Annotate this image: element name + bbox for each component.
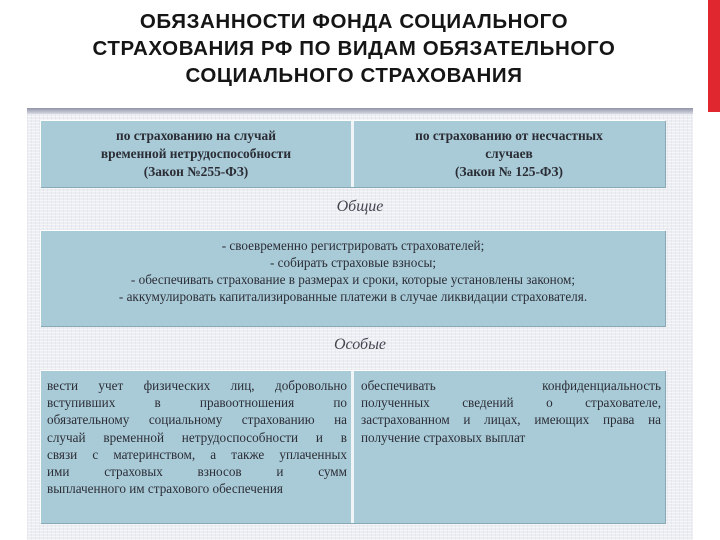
special-left-line-1: вести учет физических лиц, добровольно	[47, 378, 347, 393]
general-item-2: - собирать страховые взносы;	[269, 255, 437, 270]
general-duties-box	[40, 230, 665, 326]
table-header-row	[40, 120, 665, 187]
scanned-table-image	[27, 108, 693, 540]
title-line-3: СОЦИАЛЬНОГО СТРАХОВАНИЯ	[185, 64, 523, 87]
header-sickness-insurance	[41, 121, 351, 187]
general-duties-list	[41, 237, 665, 305]
special-left-line-2: вступивших в правоотношения по	[47, 395, 347, 411]
general-item-4: - аккумулировать капитализированные платежи в случае ликвидации страхователя.	[118, 289, 588, 304]
special-left-line-3: обязательному социальному страхованию на	[47, 412, 347, 428]
special-left-line-4: случай временной нетрудоспособности и в	[47, 429, 347, 445]
special-duties-box	[40, 370, 665, 523]
header-right-line-1: по страхованию от несчастных	[415, 128, 603, 143]
special-right-line-1: обеспечивать конфиденциальность	[361, 378, 661, 393]
special-right-line-4: получение страховых выплат	[361, 429, 526, 445]
special-label: Особые	[333, 336, 387, 353]
header-left-line-1: по страхованию на случай	[116, 128, 276, 143]
special-duties-accident	[361, 377, 661, 446]
special-right-line-2: полученных сведений о страхователе,	[361, 395, 661, 411]
title-line-2: СТРАХОВАНИЯ РФ ПО ВИДАМ ОБЯЗАТЕЛЬНОГО	[92, 37, 616, 60]
header-right-line-2: случаев	[485, 146, 533, 161]
header-right-line-3: (Закон № 125-ФЗ)	[455, 164, 563, 179]
header-accident-insurance	[354, 121, 664, 187]
general-label: Общие	[336, 198, 384, 215]
special-right-line-3: застрахованном и лицах, имеющих права на	[361, 412, 661, 428]
title-line-1: ОБЯЗАННОСТИ ФОНДА СОЦИАЛЬНОГО	[139, 10, 569, 33]
slide-title	[0, 8, 708, 89]
special-duties-sickness	[47, 377, 347, 497]
accent-bar	[708, 0, 720, 112]
special-left-line-5: связи с материнством, а также уплаченных	[47, 446, 347, 462]
scan-top-edge	[27, 108, 693, 114]
general-item-1: - своевременно регистрировать страхователей;	[221, 238, 485, 253]
header-left-line-2: временной нетрудоспособности	[100, 146, 292, 161]
header-left-line-3: (Закон №255-ФЗ)	[143, 164, 249, 179]
special-left-line-6: ими страховых взносов и сумм	[47, 464, 347, 480]
general-item-3: - обеспечивать страхование в размерах и сроки, которые установлены законом;	[130, 272, 576, 287]
special-column-divider	[351, 371, 354, 523]
special-left-line-7: выплаченного им страхового обеспечения	[47, 481, 283, 497]
